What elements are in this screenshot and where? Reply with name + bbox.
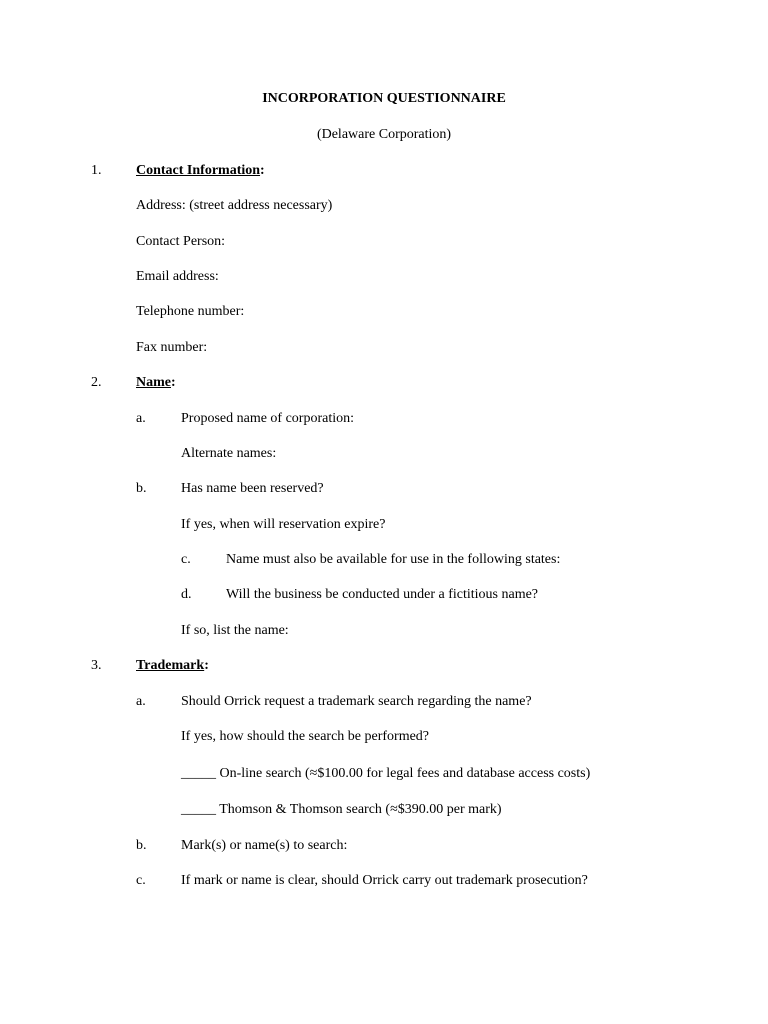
email-label: Email address: bbox=[136, 269, 219, 284]
contact-person-label: Contact Person: bbox=[136, 234, 226, 249]
section-3-heading bbox=[136, 657, 209, 675]
item-3a-text: Should Orrick request a trademark search regarding the name? bbox=[181, 694, 532, 709]
item-2c-text: Name must also be available for use in the following states: bbox=[226, 552, 561, 567]
section-2-heading-colon: : bbox=[171, 375, 176, 390]
section-3-number: 3. bbox=[91, 658, 102, 673]
section-2-number: 2. bbox=[91, 375, 102, 390]
document-subtitle: (Delaware Corporation) bbox=[316, 127, 452, 142]
section-1-heading-colon: : bbox=[260, 163, 265, 178]
alternate-names-label: Alternate names: bbox=[181, 446, 277, 461]
search-method-label: If yes, how should the search be performed? bbox=[181, 729, 430, 744]
section-3-heading-colon: : bbox=[204, 658, 209, 673]
section-2-heading bbox=[136, 374, 176, 392]
section-3-heading-text: Trademark bbox=[136, 658, 205, 673]
item-2a-letter: a. bbox=[136, 411, 146, 426]
item-3a-letter: a. bbox=[136, 694, 146, 709]
thomson-search-option: _____ Thomson & Thomson search (≈$390.00 per mark) bbox=[181, 802, 502, 817]
item-2d-letter: d. bbox=[181, 587, 192, 602]
document-title: INCORPORATION QUESTIONNAIRE bbox=[262, 91, 506, 106]
item-3b-letter: b. bbox=[136, 838, 147, 853]
item-2a-text: Proposed name of corporation: bbox=[181, 411, 355, 426]
telephone-label: Telephone number: bbox=[136, 304, 245, 319]
item-2c-letter: c. bbox=[181, 552, 191, 567]
fax-label: Fax number: bbox=[136, 340, 208, 355]
item-2b-letter: b. bbox=[136, 481, 147, 496]
item-3c-text: If mark or name is clear, should Orrick carry out trademark prosecution? bbox=[181, 873, 588, 888]
item-3c-letter: c. bbox=[136, 873, 146, 888]
item-3b-text: Mark(s) or name(s) to search: bbox=[181, 838, 348, 853]
section-1-heading bbox=[136, 162, 265, 180]
item-2b-text: Has name been reserved? bbox=[181, 481, 324, 496]
section-1-heading-text: Contact Information bbox=[136, 163, 261, 178]
address-label: Address: (street address necessary) bbox=[136, 198, 333, 213]
reservation-expire-label: If yes, when will reservation expire? bbox=[181, 517, 386, 532]
online-search-option: _____ On-line search (≈$100.00 for legal fees and database access costs) bbox=[181, 766, 591, 781]
list-name-label: If so, list the name: bbox=[181, 623, 289, 638]
section-2-heading-text: Name bbox=[136, 375, 171, 390]
item-2d-text: Will the business be conducted under a fictitious name? bbox=[226, 587, 539, 602]
section-1-number: 1. bbox=[91, 163, 102, 178]
